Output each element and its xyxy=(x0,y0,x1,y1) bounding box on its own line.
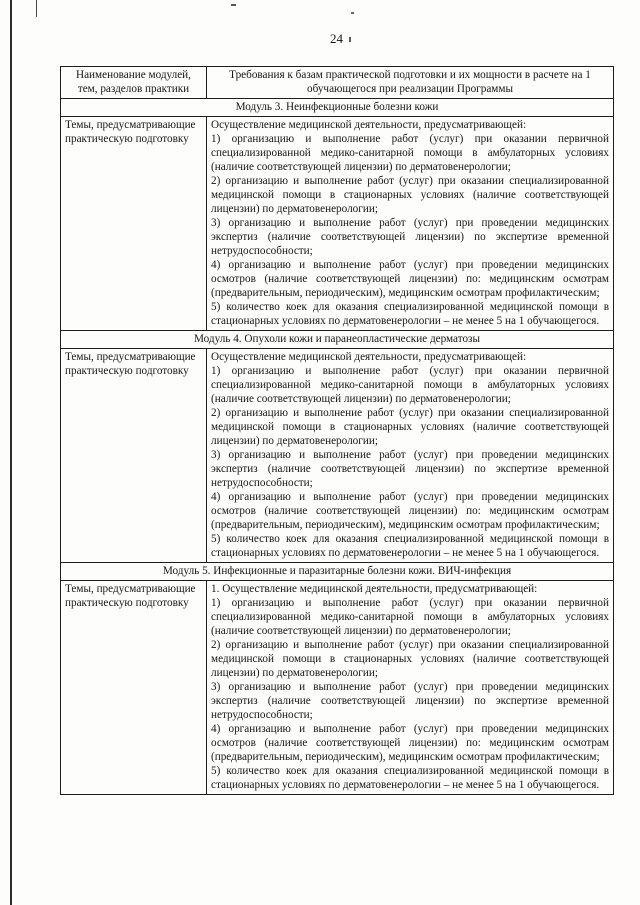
module-3-item-1: 1) организацию и выполнение работ (услуг) при оказании первичной специализированной медико-санитарной помощи в амбулаторных условиях (наличие соответствующей лицензии) по дерматовенерологии; xyxy=(211,133,609,173)
module-3-item-4: 4) организацию и выполнение работ (услуг) при проведении медицинских осмотров (наличие соответствующей лицензии) по: медицинским осмотрам (предварительным, периодическим), медицинским осмотрам профилактическим; xyxy=(211,259,609,299)
module-5-item-1: 1) организацию и выполнение работ (услуг) при оказании первичной специализированной медико-санитарной помощи в амбулаторных условиях (наличие соответствующей лицензии) по дерматовенерологии; xyxy=(211,597,609,637)
module-3-topics-label: Темы, предусматривающие практическую подготовку xyxy=(61,117,207,331)
module-5-content-row xyxy=(61,581,614,795)
module-4-item-3: 3) организацию и выполнение работ (услуг) при проведении медицинских экспертиз (наличие соответствующей лицензии) по экспертизе временной нетрудоспособности; xyxy=(211,449,609,489)
module-5-item-4: 4) организацию и выполнение работ (услуг) при проведении медицинских осмотров (наличие соответствующей лицензии) по: медицинским осмотрам (предварительным, периодическим), медицинским осмотрам профилактическим; xyxy=(211,723,609,763)
table-header-row xyxy=(61,67,614,99)
module-4-item-1: 1) организацию и выполнение работ (услуг) при оказании первичной специализированной медико-санитарной помощи в амбулаторных условиях (наличие соответствующей лицензии) по дерматовенерологии; xyxy=(211,365,609,405)
module-5-title: Модуль 5. Инфекционные и паразитарные болезни кожи. ВИЧ-инфекция xyxy=(61,563,614,581)
module-4-title: Модуль 4. Опухоли кожи и паранеопластические дерматозы xyxy=(61,331,614,349)
module-3-item-3: 3) организацию и выполнение работ (услуг) при проведении медицинских экспертиз (наличие соответствующей лицензии) по экспертизе временной нетрудоспособности; xyxy=(211,217,609,257)
modules-requirements-table xyxy=(60,66,614,795)
module-4-requirements-cell xyxy=(207,349,614,563)
module-5-intro: 1. Осуществление медицинской деятельности, предусматривающей: xyxy=(211,583,538,595)
module-3-title: Модуль 3. Неинфекционные болезни кожи xyxy=(61,99,614,117)
scan-artifact-mid-tick xyxy=(231,4,236,6)
page-number: 24 xyxy=(330,31,343,46)
header-col-requirements: Требования к базам практической подготовки и их мощности в расчете на 1 обучающегося при реализации Программы xyxy=(207,67,614,99)
module-3-item-2: 2) организацию и выполнение работ (услуг) при оказании специализированной медицинской помощи в стационарных условиях (наличие соответствующей лицензии) по дерматовенерологии; xyxy=(211,175,609,215)
module-5-topics-label: Темы, предусматривающие практическую подготовку xyxy=(61,581,207,795)
header-col-module-names: Наименование модулей, тем, разделов практики xyxy=(61,67,207,99)
module-3-title-row xyxy=(61,99,614,117)
scan-artifact-left-border-line xyxy=(10,0,12,905)
module-5-title-row xyxy=(61,563,614,581)
module-3-content-row xyxy=(61,117,614,331)
module-4-content-row xyxy=(61,349,614,563)
module-3-intro: Осуществление медицинской деятельности, предусматривающей: xyxy=(211,119,527,131)
scan-artifact-right-tick xyxy=(351,12,354,14)
module-5-item-3: 3) организацию и выполнение работ (услуг) при проведении медицинских экспертиз (наличие соответствующей лицензии) по экспертизе временной нетрудоспособности; xyxy=(211,681,609,721)
module-4-title-row xyxy=(61,331,614,349)
module-4-item-4: 4) организацию и выполнение работ (услуг) при проведении медицинских осмотров (наличие соответствующей лицензии) по: медицинским осмотрам (предварительным, периодическим), медицинским осмотрам профилактическим; xyxy=(211,491,609,531)
module-5-requirements-cell xyxy=(207,581,614,795)
module-5-item-2: 2) организацию и выполнение работ (услуг) при оказании специализированной медицинской помощи в стационарных условиях (наличие соответствующей лицензии) по дерматовенерологии; xyxy=(211,639,609,679)
module-4-item-2: 2) организацию и выполнение работ (услуг) при оказании специализированной медицинской помощи в стационарных условиях (наличие соответствующей лицензии) по дерматовенерологии; xyxy=(211,407,609,447)
module-4-intro: Осуществление медицинской деятельности, предусматривающей: xyxy=(211,351,527,363)
module-5-item-5: 5) количество коек для оказания специализированной медицинской помощи в стационарных условиях по дерматовенерологии – не менее 5 на 1 обучающегося. xyxy=(211,765,609,791)
module-4-item-5: 5) количество коек для оказания специализированной медицинской помощи в стационарных условиях по дерматовенерологии – не менее 5 на 1 обучающегося. xyxy=(211,533,609,559)
scan-artifact-top-tick xyxy=(36,0,37,17)
module-4-topics-label: Темы, предусматривающие практическую подготовку xyxy=(61,349,207,563)
module-3-item-5: 5) количество коек для оказания специализированной медицинской помощи в стационарных условиях по дерматовенерологии – не менее 5 на 1 обучающегося. xyxy=(211,301,609,327)
module-3-requirements-cell xyxy=(207,117,614,331)
